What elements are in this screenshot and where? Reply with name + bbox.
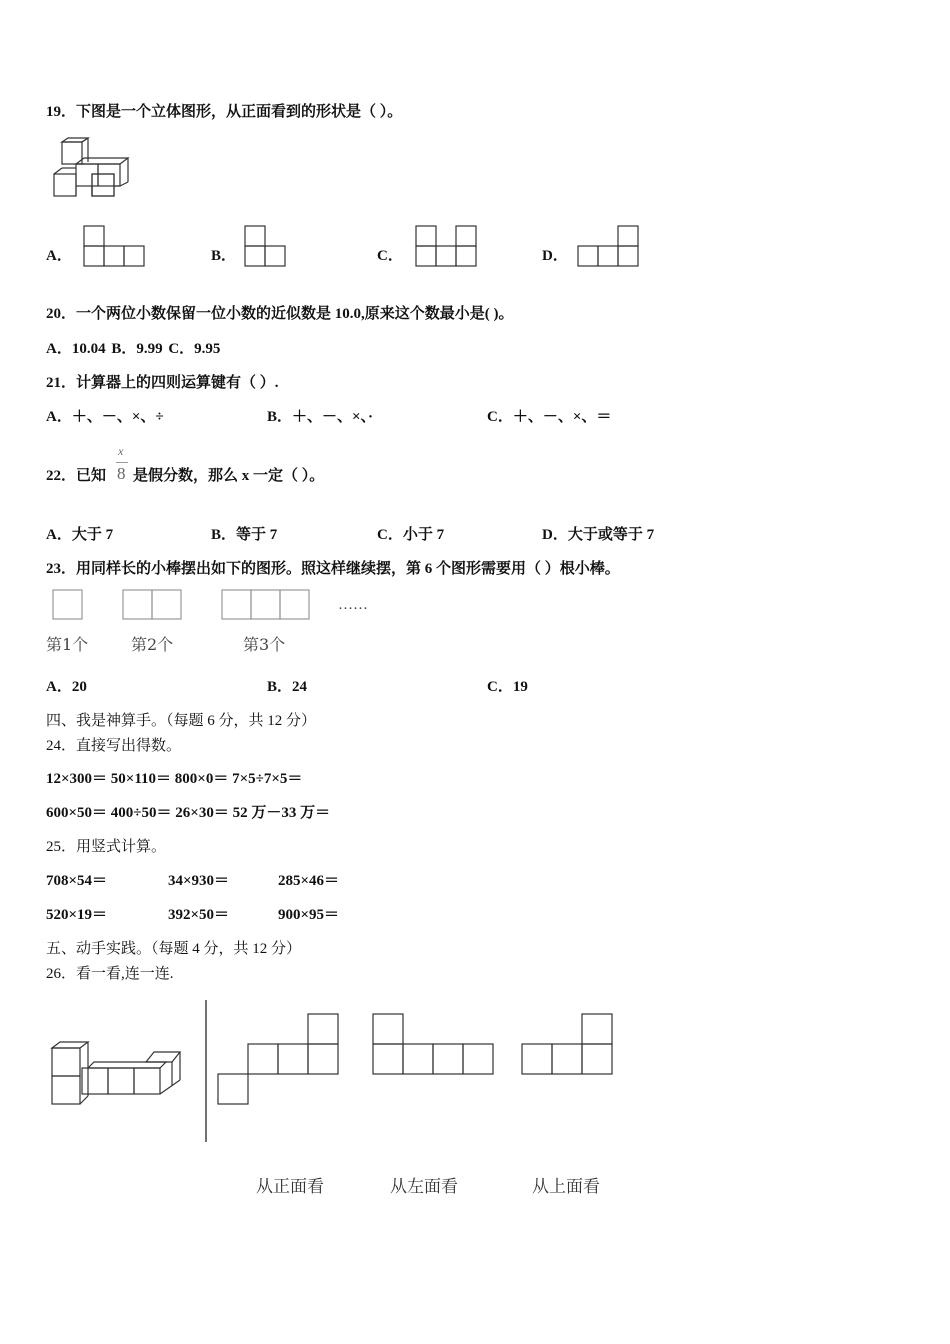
q22-option-d[interactable]: D．大于或等于 7 [542,527,655,543]
q25-item-4: 520×19＝ [46,907,108,923]
q26-view-label-left[interactable]: 从左面看 [390,1177,458,1197]
q22-stem-pre: 22．已知 [46,468,107,484]
q25-item-2: 34×930＝ [168,873,230,889]
q23-option-b[interactable]: B．24 [267,679,308,695]
q19-option-c-figure[interactable] [416,226,478,270]
q24-row-2: 600×50＝ 400÷50＝ 26×30＝ 52 万－33 万＝ [46,805,331,821]
q19-option-c[interactable]: C． [377,248,403,264]
q19-option-d-figure[interactable] [578,226,640,270]
section4-title: 四、我是神算手。（每题 6 分，共 12 分） [46,713,317,729]
q22-option-a[interactable]: A．大于 7 [46,527,114,543]
q19-option-b[interactable]: B． [211,248,237,264]
q26-view-figure-2[interactable] [373,1014,497,1078]
q23-stem: 23．用同样长的小棒摆出如下的图形。照这样继续摆，第 6 个图形需要用（ ）根小棒。 [46,561,620,577]
q25-item-6: 900×95＝ [278,907,340,923]
q19-solid-figure [50,138,140,208]
q23-figure-2 [123,590,185,622]
q22-fraction-bar [116,462,128,463]
q26-view-figure-1[interactable] [218,1014,342,1108]
q20-options[interactable]: A．10.04 B．9.99 C．9.95 [46,341,221,357]
q21-option-c[interactable]: C．＋、－、×、＝ [487,409,612,425]
q23-option-a[interactable]: A．20 [46,679,87,695]
q24-row-1: 12×300＝ 50×110＝ 800×0＝ 7×5÷7×5＝ [46,771,303,787]
q22-fraction-denominator: 8 [117,464,126,483]
q25-item-3: 285×46＝ [278,873,340,889]
q26-view-label-top[interactable]: 从上面看 [532,1177,600,1197]
q19-stem: 19．下图是一个立体图形，从正面看到的形状是（ ）。 [46,104,403,120]
q26-solid-figure [48,1040,188,1110]
q22-stem-post: 是假分数，那么 x 一定（ ）。 [133,468,325,484]
q22-option-c[interactable]: C．小于 7 [377,527,445,543]
q23-figure-1 [53,590,85,622]
q26-view-label-front[interactable]: 从正面看 [256,1177,324,1197]
q25-stem: 25．用竖式计算。 [46,839,167,855]
q25-item-5: 392×50＝ [168,907,230,923]
q21-option-b[interactable]: B．＋、－、×、· [267,409,374,425]
q19-option-b-figure[interactable] [245,226,289,270]
q23-figure-3 [222,590,314,622]
q23-fig-label-1: 第1个 [46,635,89,654]
q23-option-c[interactable]: C．19 [487,679,528,695]
q22-option-b[interactable]: B．等于 7 [211,527,278,543]
q21-stem: 21．计算器上的四则运算键有（ ）. [46,375,279,391]
q26-view-figure-3[interactable] [522,1014,616,1078]
q24-stem: 24．直接写出得数。 [46,738,182,754]
q19-option-d[interactable]: D． [542,248,568,264]
section5-title: 五、动手实践。（每题 4 分，共 12 分） [46,941,302,957]
q23-fig-label-3: 第3个 [243,635,286,654]
q19-option-a-figure[interactable] [84,226,146,270]
q23-fig-label-2: 第2个 [131,635,174,654]
q26-divider-line [204,1000,208,1145]
q25-item-1: 708×54＝ [46,873,108,889]
q26-stem: 26．看一看,连一连. [46,966,174,982]
q22-fraction-numerator: x [118,444,124,458]
q20-stem: 20．一个两位小数保留一位小数的近似数是 10.0,原来这个数最小是( )。 [46,306,514,322]
q21-option-a[interactable]: A．＋、－、×、÷ [46,409,164,425]
q23-ellipsis: …… [338,597,368,613]
q19-option-a[interactable]: A． [46,248,72,264]
